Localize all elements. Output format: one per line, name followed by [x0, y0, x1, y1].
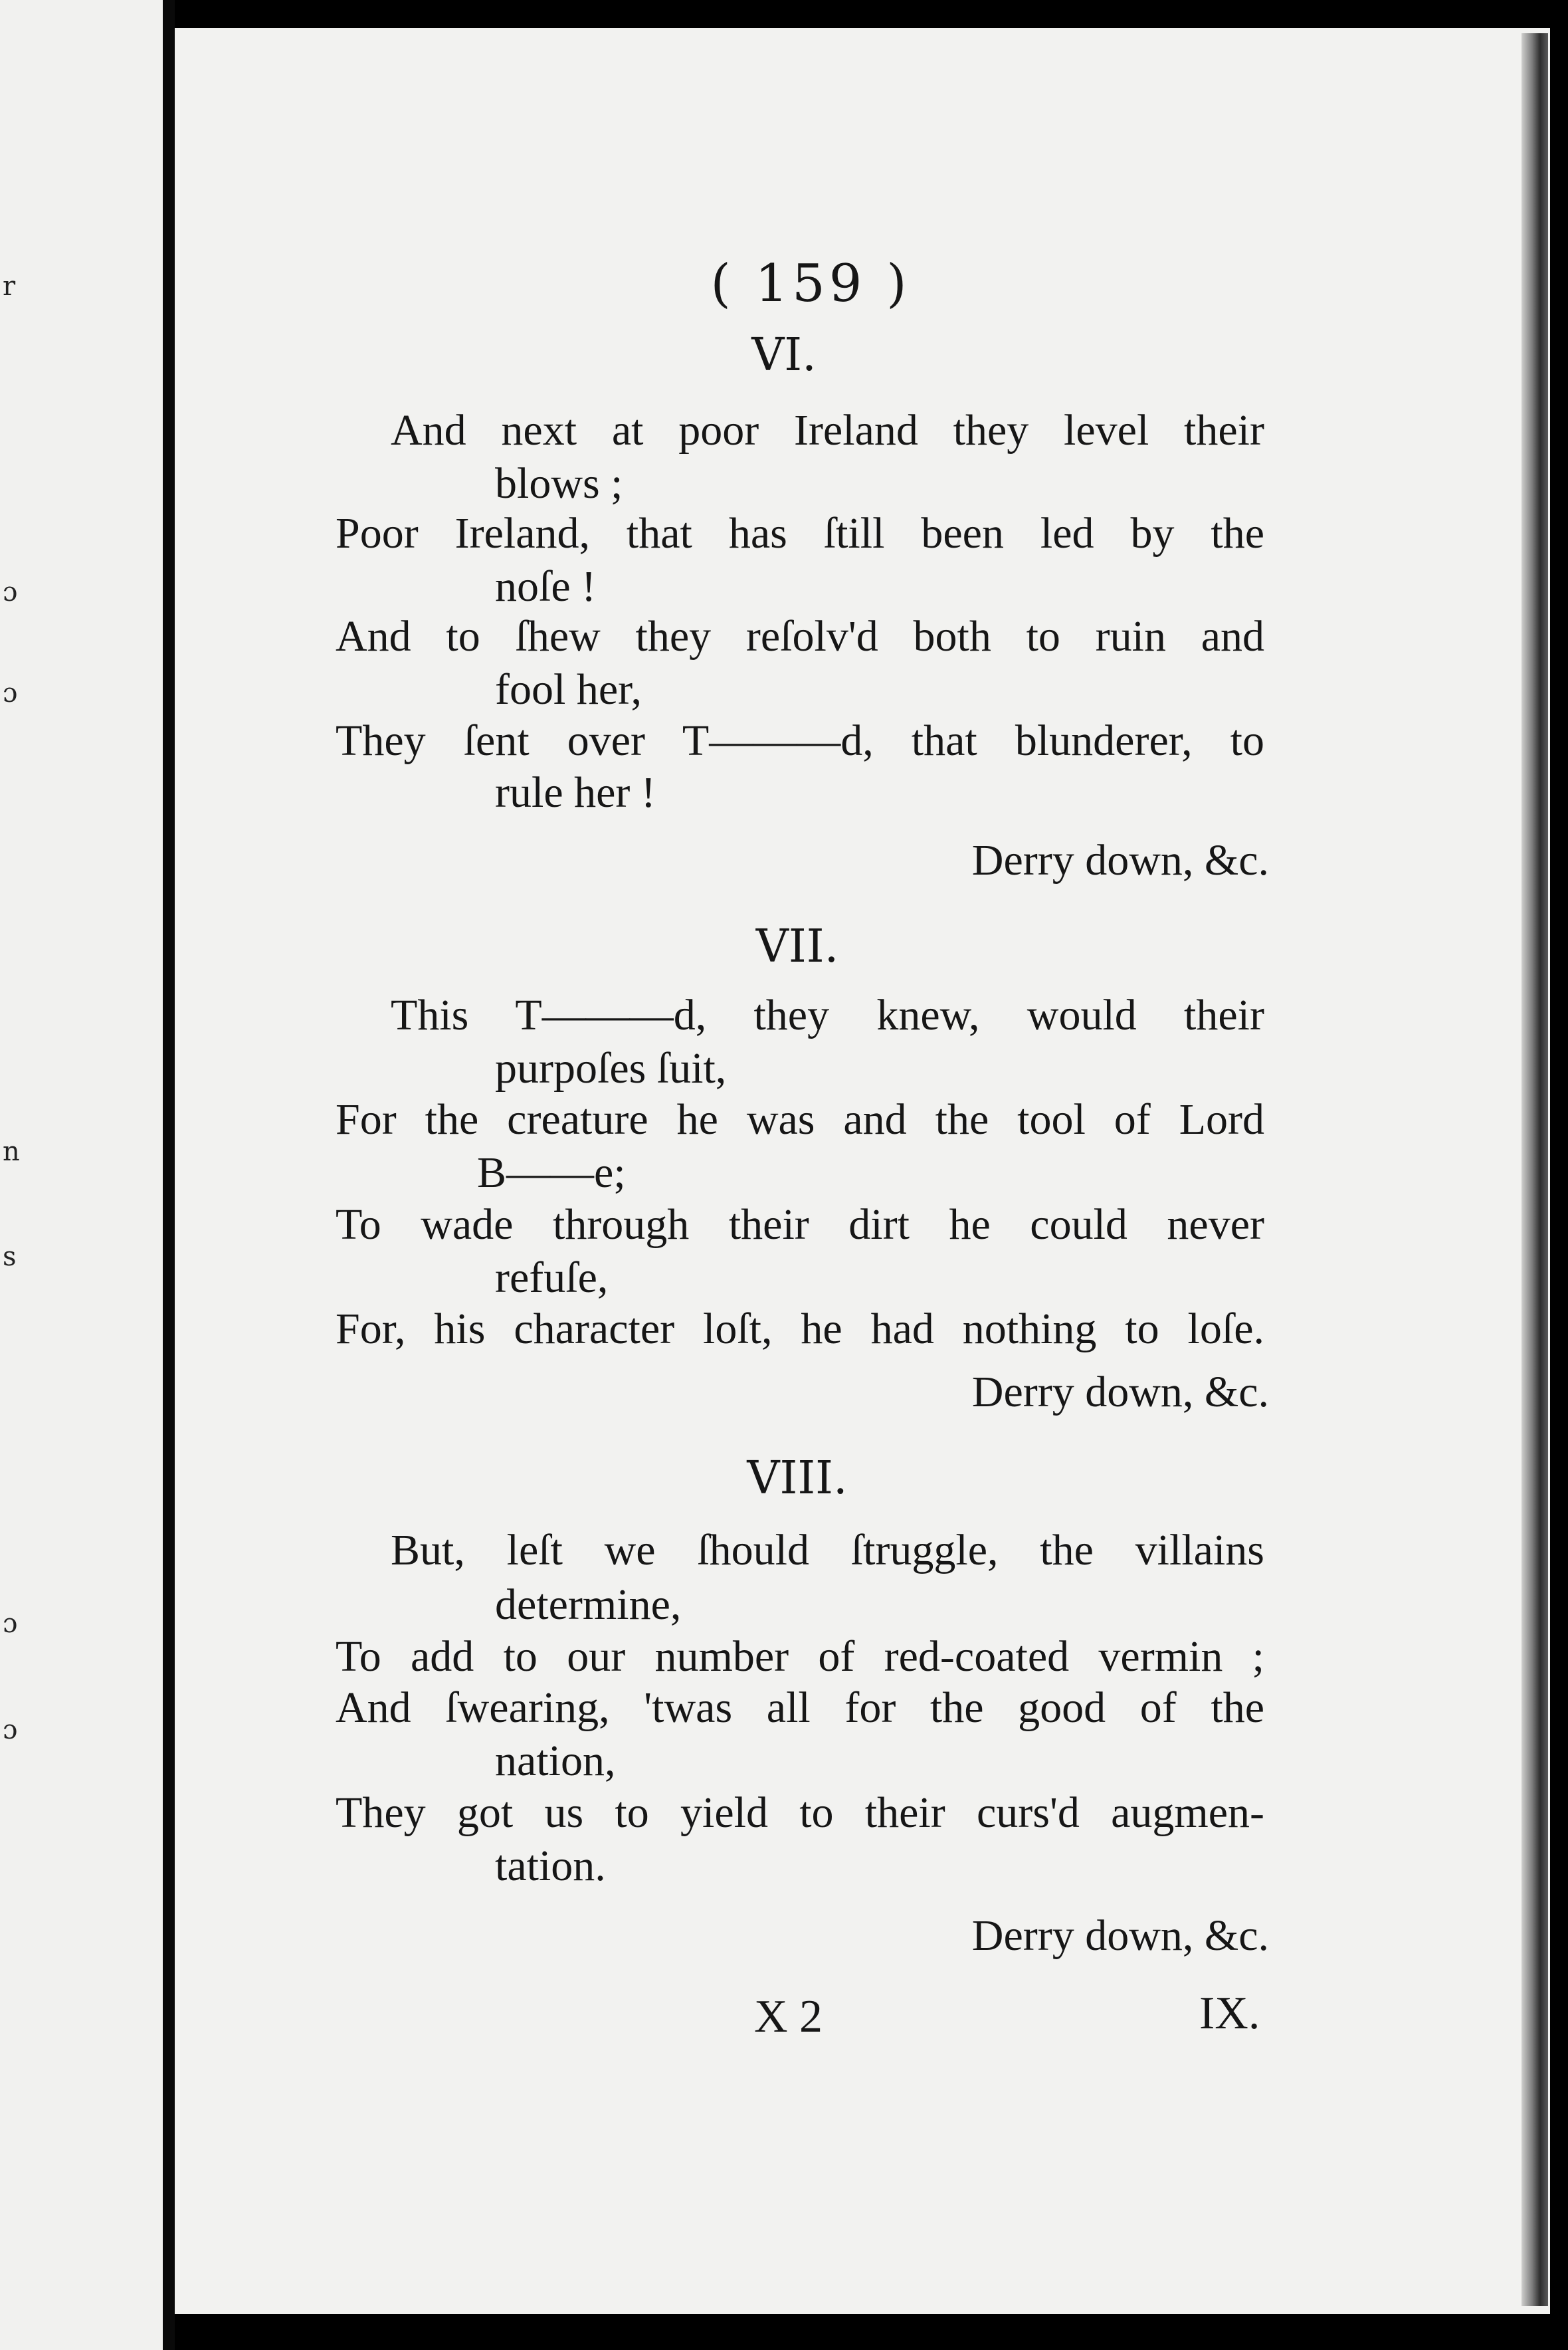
- verse-line: But, leſt we ſhould ſtruggle, the villains: [391, 1526, 1264, 1574]
- refrain: Derry down, &c.: [971, 836, 1269, 885]
- verse-line-continuation: blows ;: [495, 459, 623, 508]
- stanza-heading-vii: VII.: [755, 920, 839, 973]
- verse-line: For, his character loſt, he had nothing to loſe.: [336, 1305, 1264, 1353]
- facing-page-edge: [0, 0, 163, 2350]
- margin-fragment: ɔ: [3, 1715, 18, 1745]
- verse-line-continuation: nation,: [495, 1737, 616, 1785]
- catchword: IX.: [1199, 1988, 1260, 2039]
- verse-line: To wade through their dirt he could never: [336, 1200, 1264, 1249]
- verse-line-continuation: B——e;: [477, 1148, 626, 1197]
- verse-line-continuation: fool her,: [495, 665, 642, 714]
- verse-line: For the creature he was and the tool of Lord: [336, 1095, 1264, 1144]
- margin-fragment: n: [3, 1136, 20, 1167]
- verse-line-continuation: purpoſes ſuit,: [495, 1044, 727, 1093]
- page-number: ( 159 ): [710, 254, 911, 314]
- verse-line-continuation: rule her !: [495, 768, 656, 817]
- verse-line-continuation: determine,: [495, 1580, 682, 1629]
- verse-line: And to ſhew they reſolv'd both to ruin and: [336, 612, 1264, 661]
- scan-border: [1550, 0, 1568, 2350]
- verse-line: And next at poor Ireland they level their: [391, 406, 1264, 455]
- stanza-heading-vi: VI.: [751, 329, 817, 381]
- verse-line: They got us to yield to their curs'd augmen-: [336, 1788, 1264, 1837]
- verse-line: This T———d, they knew, would their: [391, 991, 1264, 1039]
- verse-line: And ſwearing, 'twas all for the good of the: [336, 1683, 1264, 1732]
- margin-fragment: r: [3, 271, 16, 302]
- book-gutter: [163, 0, 175, 2350]
- margin-fragment: ɔ: [3, 577, 18, 607]
- verse-line: They ſent over T———d, that blunderer, to: [336, 716, 1264, 765]
- margin-fragment: s: [3, 1241, 17, 1272]
- refrain: Derry down, &c.: [971, 1368, 1269, 1416]
- verse-line-continuation: tation.: [495, 1842, 606, 1890]
- verse-line-continuation: noſe !: [495, 562, 597, 611]
- printer-signature: X 2: [754, 1991, 823, 2042]
- refrain: Derry down, &c.: [971, 1911, 1269, 1960]
- stanza-heading-viii: VIII.: [747, 1452, 848, 1505]
- page-edge-shadow: [1521, 33, 1548, 2306]
- verse-line-continuation: refuſe,: [495, 1253, 609, 1302]
- margin-fragment: ɔ: [3, 678, 18, 708]
- margin-fragment: ɔ: [3, 1608, 18, 1639]
- verse-line: To add to our number of red-coated vermin ;: [336, 1632, 1264, 1681]
- verse-line: Poor Ireland, that has ſtill been led by the: [336, 509, 1264, 558]
